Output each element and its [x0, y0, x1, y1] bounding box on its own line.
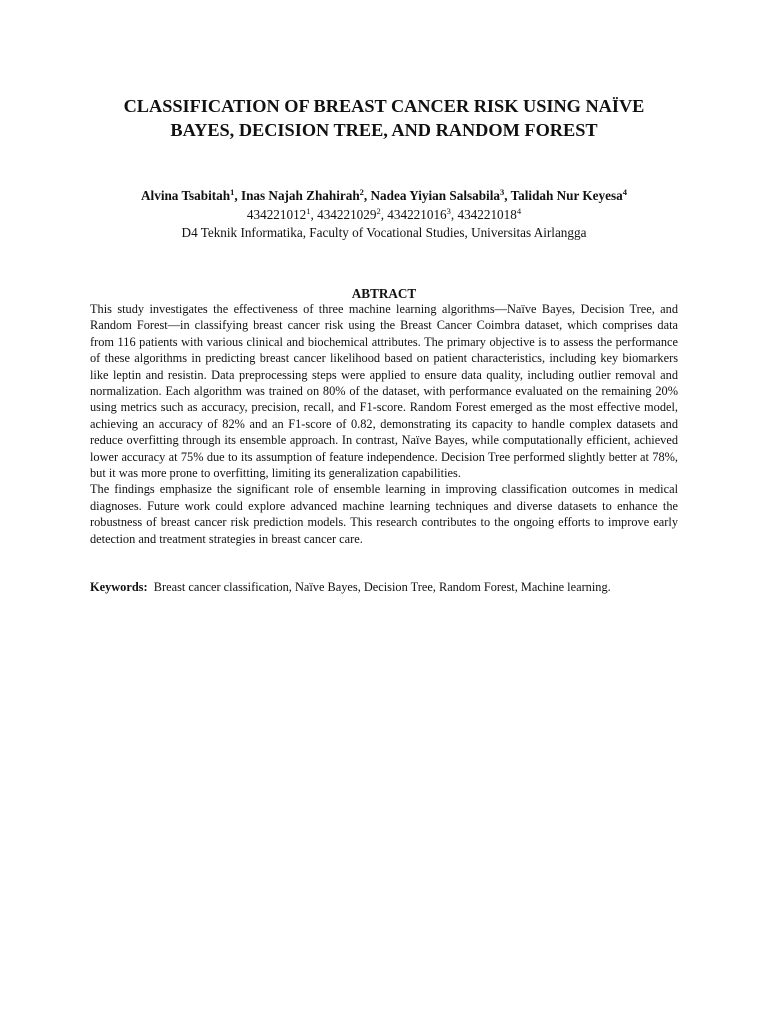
keywords-label: Keywords: [90, 580, 148, 594]
author-superscript: 2 [359, 187, 364, 197]
keywords-line [90, 579, 690, 595]
author-name: Inas Najah Zhahirah [240, 188, 360, 203]
affiliation: D4 Teknik Informatika, Faculty of Vocational Studies, Universitas Airlangga [181, 225, 587, 240]
id-superscript: 4 [516, 205, 522, 216]
author-superscript: 4 [622, 187, 627, 197]
author-name: Talidah Nur Keyesa [510, 188, 623, 203]
author-separator: , [363, 188, 371, 203]
id-superscript: 1 [306, 205, 311, 216]
abstract-body [90, 301, 678, 547]
title-line-2: BAYES, DECISION TREE, AND RANDOM FOREST [170, 120, 598, 140]
student-id: 434221029 [317, 206, 377, 222]
abstract-heading: ABTRACT [351, 286, 417, 301]
title-line-1: CLASSIFICATION OF BREAST CANCER RISK USING NAÏVE [123, 96, 645, 116]
author-ids [60, 206, 708, 225]
author-block [60, 187, 708, 243]
abstract-paragraph-1: This study investigates the effectiveness of three machine learning algorithms—Naïve Bayes, Decision Tree, and Random Forest—in classifying breast cancer risk using the Breast Cancer Coimbra dataset, which comprises data from 116 patients with various clinical and biochemical attributes. The primary objective is to assess the performance of these algorithms in predicting breast cancer likelihood based on patient characteristics, including key biomarkers like leptin and resistin. Data preprocessing steps were applied to ensure data quality, including outlier removal and normalization. Each algorithm was trained on 80% of the dataset, with performance evaluated on the remaining 20% using metrics such as accuracy, precision, recall, and F1-score. Random Forest emerged as the most effective model, achieving an accuracy of 82% and an F1-score of 0.82, demonstrating its capacity to handle complex datasets and reduce overfitting through its ensemble approach. In contrast, Naïve Bayes, while computationally efficient, achieved lower accuracy at 75% due to its assumption of feature independence. Decision Tree performed slightly better at 78%, but it was more prone to overfitting, limiting its generalization capabilities. [90, 302, 678, 481]
abstract-paragraph-2: The findings emphasize the significant role of ensemble learning in improving classification outcomes in medical diagnoses. Future work could explore advanced machine learning techniques and diverse datasets to enhance the robustness of breast cancer risk prediction models. This research contributes to the ongoing efforts to improve early detection and treatment strategies in breast cancer care. [90, 482, 678, 546]
author-superscript: 1 [230, 187, 235, 197]
paper-title [80, 94, 688, 142]
author-separator: , [234, 188, 241, 203]
author-name: Nadea Yiyian Salsabila [370, 188, 500, 203]
student-id: 434221012 [246, 206, 307, 222]
author-names [60, 187, 708, 206]
id-separator: , [450, 206, 458, 222]
student-id: 434221018 [457, 206, 517, 222]
id-separator: , [310, 206, 318, 222]
keywords-text: Breast cancer classification, Naïve Bayes, Decision Tree, Random Forest, Machine learning. [153, 580, 611, 594]
author-separator: , [504, 188, 511, 203]
student-id: 434221016 [387, 206, 447, 222]
author-superscript: 3 [499, 187, 505, 197]
id-superscript: 3 [446, 205, 451, 216]
author-name: Alvina Tsabitah [141, 188, 231, 203]
id-superscript: 2 [376, 205, 381, 216]
id-separator: , [380, 206, 388, 222]
